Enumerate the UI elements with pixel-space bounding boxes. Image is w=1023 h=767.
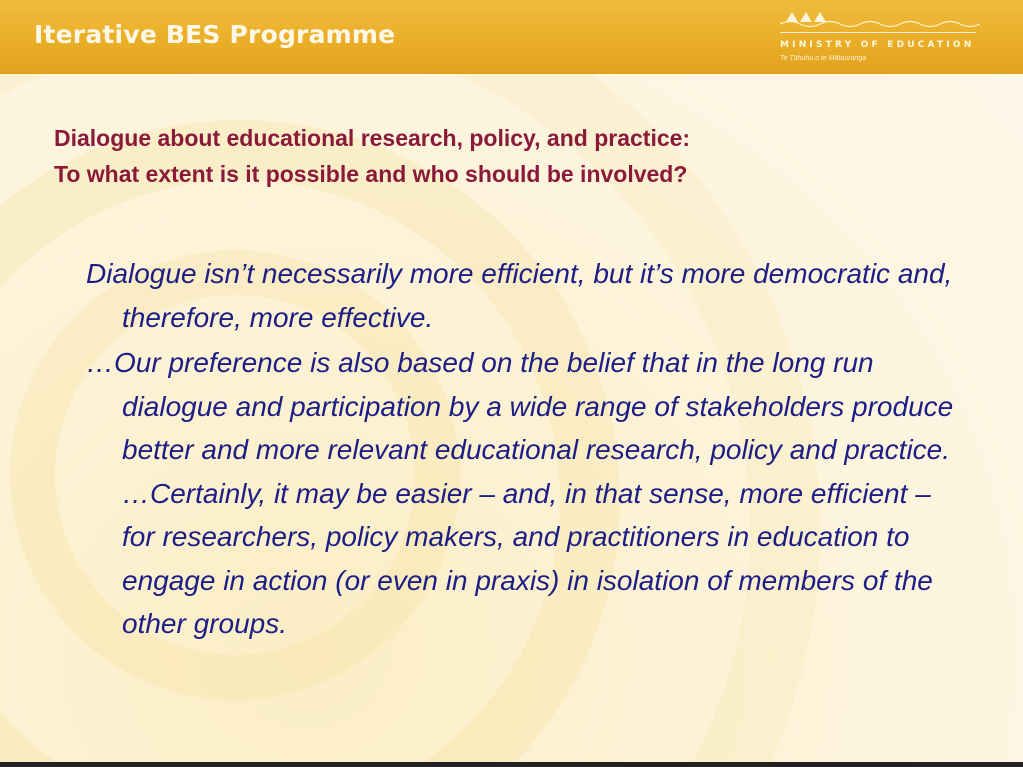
- title-line: To what extent is it possible and who should be involved?: [54, 161, 688, 187]
- ministry-maori-name: Te Tāhuhu o te Mātauranga: [780, 55, 867, 62]
- logo-divider: [780, 32, 976, 33]
- header-bar: [0, 0, 1023, 74]
- wave-icon: [780, 18, 980, 28]
- ministry-logo: [780, 10, 1000, 68]
- body-paragraph: Dialogue isn’t necessarily more efficient, but it’s more democratic and, therefore, more effective.: [86, 258, 953, 333]
- title-line: Dialogue about educational research, policy, and practice:: [54, 125, 691, 151]
- body-paragraph: …Our preference is also based on the belief that in the long run dialogue and participation by a wide range of stakeholders produce better and more relevant educational research, policy and practice. …Certainly, it may be easier – and, in that sense, more efficient – for researchers, policy makers, and practitioners in education to engage in action (or even in praxis) in isolation of members of the other groups.: [86, 347, 954, 639]
- ministry-name: MINISTRY OF EDUCATION: [780, 40, 975, 50]
- slide-body: [86, 252, 966, 648]
- bottom-border: [0, 762, 1023, 767]
- slide-title: [54, 120, 954, 192]
- programme-title: Iterative BES Programme: [34, 20, 396, 49]
